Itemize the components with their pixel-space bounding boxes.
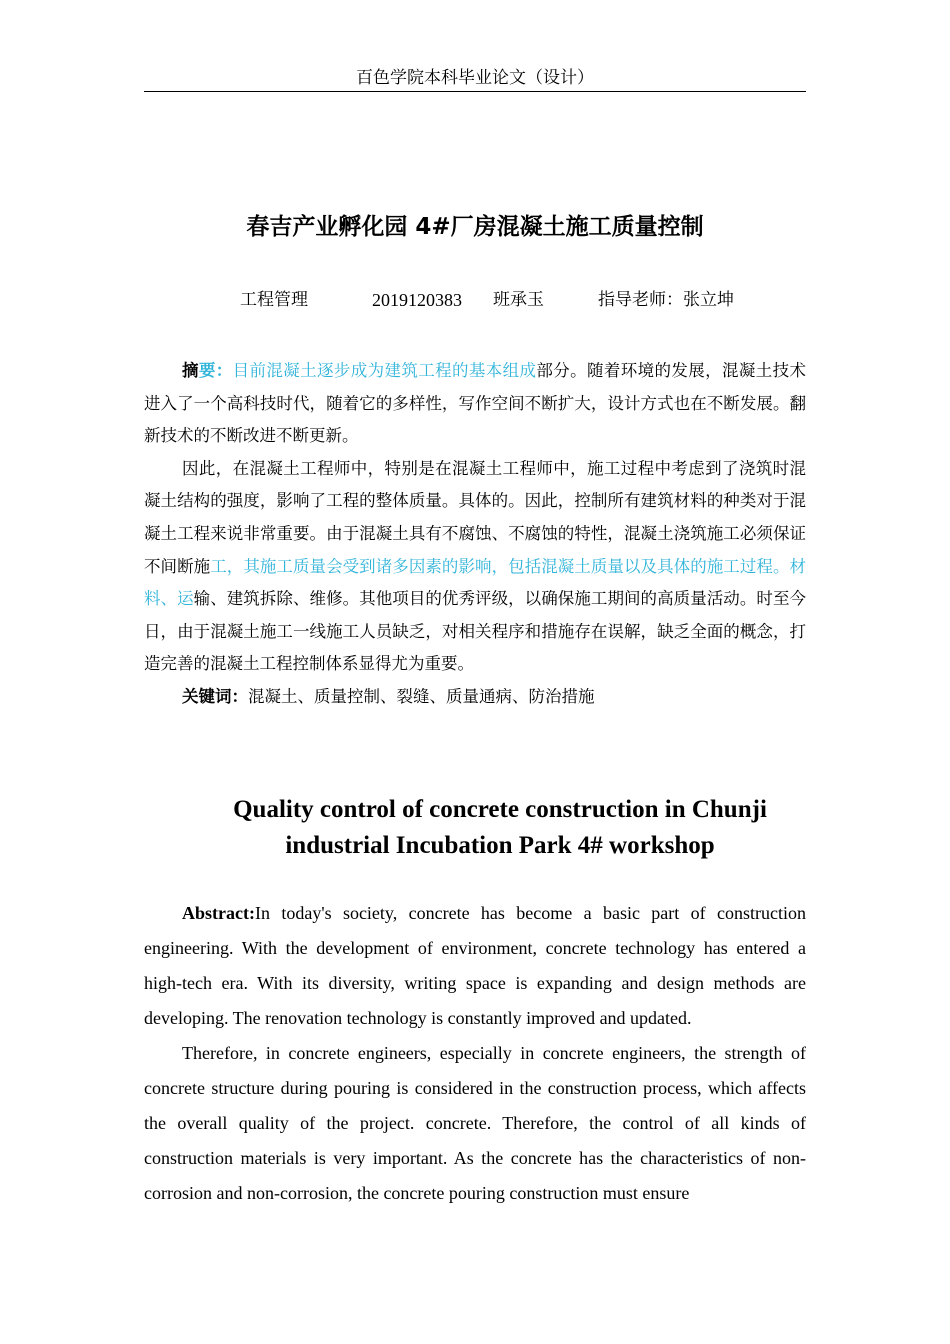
english-title-line-1: Quality control of concrete construction in Chunji (233, 796, 767, 823)
english-abstract-label: Abstract: (182, 903, 255, 923)
english-title (144, 792, 856, 864)
abstract-label-black: 摘 (182, 361, 199, 380)
chinese-abstract-paragraph-2 (144, 453, 806, 681)
page-header: 百色学院本科毕业论文（设计） (144, 66, 806, 92)
student-name: 班承玉 (493, 290, 544, 310)
english-abstract-text-1: In today's society, concrete has become a basic part of construction engineering. With the development of environment, concrete technology has entered a high-tech era. With its diversity, writing space is expanding and design methods are developing. The renovation technology is constantly improved and updated. (144, 903, 806, 1028)
abstract-text-1: 部分。随着环境的发展，混凝土技术进入了一个高科技时代，随着它的多样性，写作空间不断扩大，设计方式也在不断发展。翻新技术的不断改进不断更新。 (144, 361, 806, 446)
abstract-label-blue: 要： (198, 361, 233, 380)
chinese-abstract-paragraph-1 (144, 355, 806, 453)
student-id: 2019120383 (372, 290, 462, 310)
english-abstract-paragraph-2 (144, 1036, 806, 1211)
abstract-text-2a: 因此，在混凝土工程师中，特别是在混凝土工程师中，施工过程中考虑到了浇筑时混凝土结构的强度，影响了工程的整体质量。具体的。因此，控制所有建筑材料的种类对于混凝土工程来说非常重要。由于混凝土具有不腐蚀、不腐蚀的特性，混凝土浇筑施工必须保证不间断施 (144, 458, 806, 576)
english-abstract-paragraph-1 (144, 896, 806, 1036)
english-abstract (144, 896, 806, 1211)
keywords-label: 关键词： (182, 686, 248, 706)
chinese-title: 春吉产业孵化园 4#厂房混凝土施工质量控制 (246, 214, 704, 240)
abstract-highlight-1: 目前混凝土逐步成为建筑工程的基本组成 (232, 361, 537, 380)
english-title-line-2: industrial Incubation Park 4# workshop (285, 832, 715, 859)
major-field: 工程管理 (240, 290, 308, 310)
keywords-text: 混凝土、质量控制、裂缝、质量通病、防治措施 (248, 686, 595, 706)
chinese-keywords (144, 681, 806, 714)
abstract-highlight-2: 工，其施工质量会受到诸多因素的影响，包括混凝土质量以及具体的施工过程。材料、运 (144, 556, 807, 609)
english-abstract-text-2: Therefore, in concrete engineers, especially in concrete engineers, the strength of concrete structure during pouring is considered in the construction process, which affects the overall quality of the project. concrete. Therefore, the control of all kinds of construction materials is very important. As the concrete has the characteristics of non-corrosion and non-corrosion, the concrete pouring construction must ensure (144, 1043, 806, 1203)
chinese-abstract (144, 355, 806, 714)
abstract-text-2b: 输、建筑拆除、维修。其他项目的优秀评级，以确保施工期间的高质量活动。时至今日，由于混凝土施工一线施工人员缺乏，对相关程序和措施存在误解，缺乏全面的概念，打造完善的混凝土工程控制体系显得尤为重要。 (144, 589, 807, 674)
advisor-name: 指导老师：张立坤 (598, 290, 734, 310)
author-info-line (0, 286, 950, 314)
